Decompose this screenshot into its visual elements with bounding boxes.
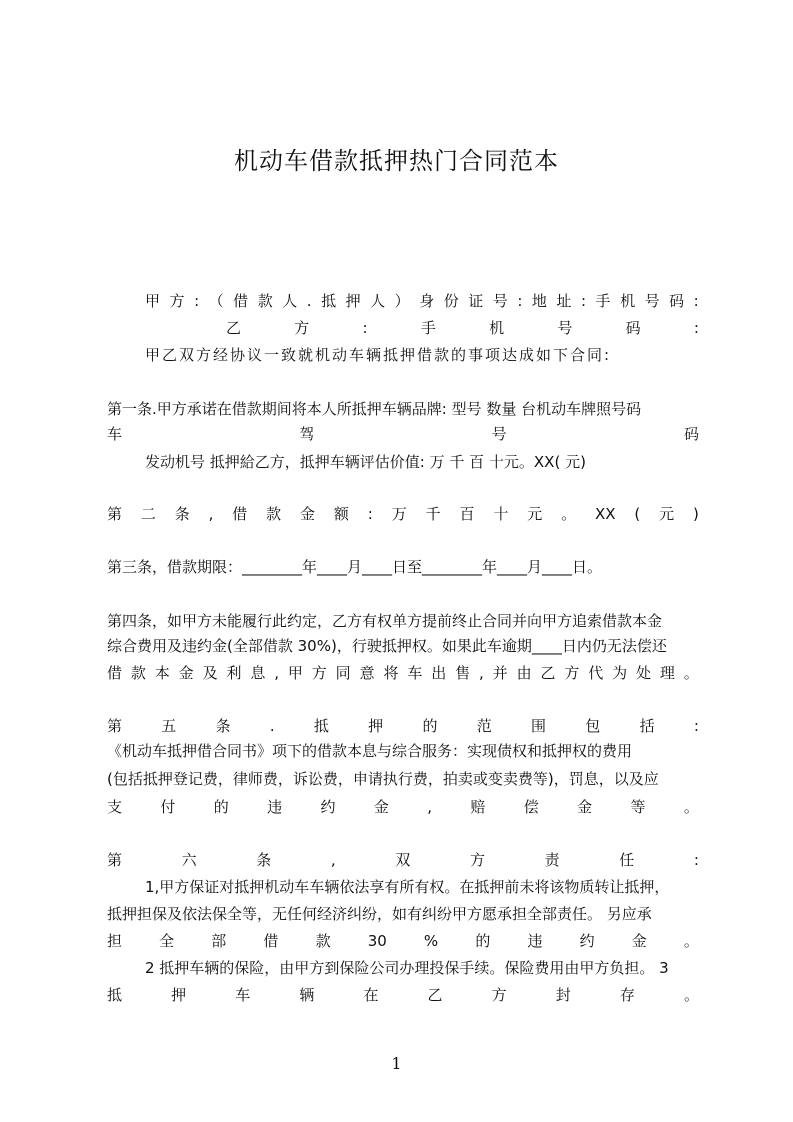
text-token: : bbox=[693, 851, 699, 869]
article-5-line-2: 《机动车抵押借合同书》项下的借款本息与综合服务：实现债权和抵押权的费用 bbox=[107, 742, 633, 760]
text-token: 码 bbox=[625, 319, 641, 337]
text-token: : bbox=[580, 292, 587, 310]
text-token: : bbox=[693, 292, 699, 310]
text-token: 条 bbox=[215, 717, 231, 735]
text-token: 围 bbox=[531, 717, 547, 735]
text-token: 担 bbox=[107, 932, 123, 950]
text-token: 付 bbox=[160, 798, 176, 816]
text-token: 条 bbox=[256, 851, 272, 869]
text-token: 款 bbox=[257, 292, 273, 310]
text-token: 抵 bbox=[313, 717, 329, 735]
text-token: 机 bbox=[489, 319, 505, 337]
text-token: 售 bbox=[455, 664, 471, 682]
text-token: 车 bbox=[235, 986, 251, 1004]
text-token: 。 bbox=[683, 986, 699, 1004]
text-token: ( bbox=[634, 505, 641, 523]
text-token: 驾 bbox=[299, 425, 315, 443]
text-token: 违 bbox=[267, 798, 283, 816]
text-token: 。 bbox=[683, 664, 699, 682]
text-token: 利 bbox=[226, 664, 242, 682]
text-token: , bbox=[479, 664, 484, 682]
text-token: 手 bbox=[420, 319, 436, 337]
text-token: 等 bbox=[630, 798, 646, 816]
text-token: 第 bbox=[107, 851, 123, 869]
text-token: , bbox=[274, 664, 280, 682]
text-token: : bbox=[517, 292, 523, 310]
text-token: 身 bbox=[419, 292, 435, 310]
text-token: 的 bbox=[422, 717, 438, 735]
text-token: % bbox=[423, 932, 439, 950]
text-token: 额 bbox=[333, 505, 349, 523]
text-token: 借 bbox=[232, 505, 248, 523]
text-token: : bbox=[693, 717, 699, 735]
article-1-line-2 bbox=[107, 424, 699, 444]
text-token: 百 bbox=[459, 505, 475, 523]
article-2-line bbox=[107, 504, 699, 524]
text-token: 处 bbox=[636, 664, 652, 682]
text-token: 方 bbox=[294, 319, 310, 337]
text-token: 约 bbox=[579, 932, 595, 950]
text-token: 辆 bbox=[299, 986, 315, 1004]
text-token: 方 bbox=[491, 986, 507, 1004]
text-token: 方 bbox=[564, 664, 580, 682]
text-token: 五 bbox=[161, 717, 177, 735]
text-token: : bbox=[194, 292, 200, 310]
article-1-line-3: 发动机号 抵押給乙方，抵押车辆评估价值: 万 千 百 十元。XX( 元) bbox=[145, 453, 586, 471]
text-token: , bbox=[427, 798, 433, 816]
text-token: 偿 bbox=[523, 798, 539, 816]
text-token: 部 bbox=[211, 932, 227, 950]
text-token: 息 bbox=[250, 664, 266, 682]
text-token: 元 bbox=[659, 505, 675, 523]
text-token: 押 bbox=[171, 986, 187, 1004]
intro-line: 甲乙双方经协议一致就机动车辆抵押借款的事项达成如下合同: bbox=[145, 346, 612, 364]
text-token: 份 bbox=[443, 292, 459, 310]
article-6-line-2: 1,甲方保证对抵押机动车车辆依法享有所有权。在抵押前未将该物质转让抵押， bbox=[145, 878, 670, 896]
text-token: （ bbox=[208, 292, 224, 310]
text-token: 任 bbox=[619, 851, 635, 869]
article-6-line-3: 抵押担保及依法保全等，无任何经济纠纷，如有纠纷甲方愿承担全部责任。 另应承 bbox=[107, 905, 652, 923]
article-6-line-4 bbox=[107, 931, 699, 951]
text-token: 乙 bbox=[427, 986, 443, 1004]
text-token: 责 bbox=[544, 851, 560, 869]
text-token: 金 bbox=[631, 932, 647, 950]
text-token: 人 bbox=[282, 292, 298, 310]
text-token: 存 bbox=[619, 986, 635, 1004]
text-token: 证 bbox=[468, 292, 484, 310]
text-token: 方 bbox=[169, 292, 185, 310]
text-token: 理 bbox=[659, 664, 675, 682]
text-token: 乙 bbox=[226, 319, 242, 337]
article-6-line-6 bbox=[107, 985, 699, 1005]
text-token: 代 bbox=[588, 664, 604, 682]
text-token: . bbox=[269, 717, 275, 735]
text-token: 借 bbox=[263, 932, 279, 950]
text-token: 全 bbox=[159, 932, 175, 950]
text-token: 双 bbox=[395, 851, 411, 869]
text-token: 号 bbox=[557, 319, 573, 337]
text-token: 人 bbox=[370, 292, 386, 310]
text-token: 号 bbox=[492, 292, 508, 310]
document-title: 机动车借款抵押热门合同范本 bbox=[234, 147, 559, 175]
text-token: 在 bbox=[363, 986, 379, 1004]
text-token: 手 bbox=[595, 292, 611, 310]
text-token: 乙 bbox=[540, 664, 556, 682]
text-token: 元 bbox=[527, 505, 543, 523]
text-token: 条 bbox=[174, 505, 190, 523]
text-token: : bbox=[367, 505, 373, 523]
text-token: ） bbox=[394, 292, 410, 310]
text-token: 甲 bbox=[287, 664, 303, 682]
text-token: 车 bbox=[107, 425, 123, 443]
text-token: 意 bbox=[359, 664, 375, 682]
text-token: 第 bbox=[107, 717, 123, 735]
text-token: 出 bbox=[431, 664, 447, 682]
text-token: 十 bbox=[493, 505, 509, 523]
article-5-line-1 bbox=[107, 716, 699, 736]
text-token: . bbox=[306, 292, 312, 310]
text-token: : bbox=[693, 319, 699, 337]
text-token: 押 bbox=[368, 717, 384, 735]
article-6-line-5: 2 抵押车辆的保险，由甲方到保险公司办理投保手续。保险费用由甲方负担。 3 bbox=[145, 959, 669, 977]
text-token: 号 bbox=[491, 425, 507, 443]
article-5-line-4 bbox=[107, 797, 699, 817]
text-token: XX bbox=[594, 505, 616, 523]
text-token: 车 bbox=[407, 664, 423, 682]
text-token: 万 bbox=[391, 505, 407, 523]
text-token: 同 bbox=[335, 664, 351, 682]
text-token: 款 bbox=[130, 664, 146, 682]
text-token: 抵 bbox=[321, 292, 337, 310]
text-token: 款 bbox=[315, 932, 331, 950]
text-token: 二 bbox=[140, 505, 156, 523]
text-token: 金 bbox=[178, 664, 194, 682]
text-token: 借 bbox=[233, 292, 249, 310]
text-token: 及 bbox=[202, 664, 218, 682]
text-token: 将 bbox=[383, 664, 399, 682]
text-token: 借 bbox=[107, 664, 123, 682]
text-token: 码 bbox=[683, 425, 699, 443]
text-token: 千 bbox=[425, 505, 441, 523]
article-4-line-1: 第四条，如甲方未能履行此约定，乙方有权单方提前终止合同并向甲方追索借款本金 bbox=[107, 612, 663, 630]
text-token: 。 bbox=[683, 798, 699, 816]
text-token: 。 bbox=[683, 932, 699, 950]
text-token: , bbox=[208, 505, 214, 523]
text-token: 金 bbox=[300, 505, 316, 523]
text-token: 金 bbox=[373, 798, 389, 816]
party-b-line bbox=[226, 318, 699, 338]
text-token: 的 bbox=[213, 798, 229, 816]
text-token: 包 bbox=[585, 717, 601, 735]
text-token: 为 bbox=[612, 664, 628, 682]
text-token: 地 bbox=[531, 292, 547, 310]
text-token: 的 bbox=[475, 932, 491, 950]
text-token: 本 bbox=[154, 664, 170, 682]
text-token: : bbox=[362, 319, 368, 337]
text-token: 并 bbox=[492, 664, 508, 682]
article-4-line-3 bbox=[107, 663, 699, 683]
text-token: 支 bbox=[107, 798, 123, 816]
text-token: 金 bbox=[577, 798, 593, 816]
article-6-line-1 bbox=[107, 850, 699, 870]
text-token: 封 bbox=[555, 986, 571, 1004]
text-token: 违 bbox=[527, 932, 543, 950]
text-token: 范 bbox=[476, 717, 492, 735]
text-token: 30 bbox=[367, 932, 387, 950]
text-token: 方 bbox=[311, 664, 327, 682]
text-token: 机 bbox=[620, 292, 636, 310]
page-number: 1 bbox=[391, 1054, 402, 1073]
text-token: 址 bbox=[556, 292, 572, 310]
text-token: 括 bbox=[639, 717, 655, 735]
text-token: 。 bbox=[561, 505, 577, 523]
article-3-line: 第三条，借款期限：________年____月____日至________年____月____日。 bbox=[107, 558, 603, 576]
text-token: 抵 bbox=[107, 986, 123, 1004]
text-token: 号 bbox=[644, 292, 660, 310]
text-token: 款 bbox=[266, 505, 282, 523]
text-token: 方 bbox=[469, 851, 485, 869]
article-1-line-1: 第一条.甲方承诺在借款期间将本人所抵押车辆品牌: 型号 数量 台机动车牌照号码 bbox=[107, 400, 642, 418]
text-token: 第 bbox=[107, 505, 123, 523]
text-token: , bbox=[330, 851, 336, 869]
party-a-line bbox=[145, 291, 699, 311]
text-token: ) bbox=[692, 505, 699, 523]
text-token: 码 bbox=[669, 292, 685, 310]
text-token: 约 bbox=[320, 798, 336, 816]
text-token: 赔 bbox=[470, 798, 486, 816]
article-4-line-2: 综合费用及违约金(全部借款 30%)，行驶抵押权。如果此车逾期____日内仍无法偿还 bbox=[107, 637, 667, 655]
text-token: 由 bbox=[516, 664, 532, 682]
text-token: 押 bbox=[345, 292, 361, 310]
article-5-line-3: (包括抵押登记费，律师费，诉讼费，申请执行费，拍卖或变卖费等)，罚息，以及应 bbox=[107, 770, 659, 788]
text-token: 六 bbox=[181, 851, 197, 869]
text-token: 甲 bbox=[145, 292, 161, 310]
